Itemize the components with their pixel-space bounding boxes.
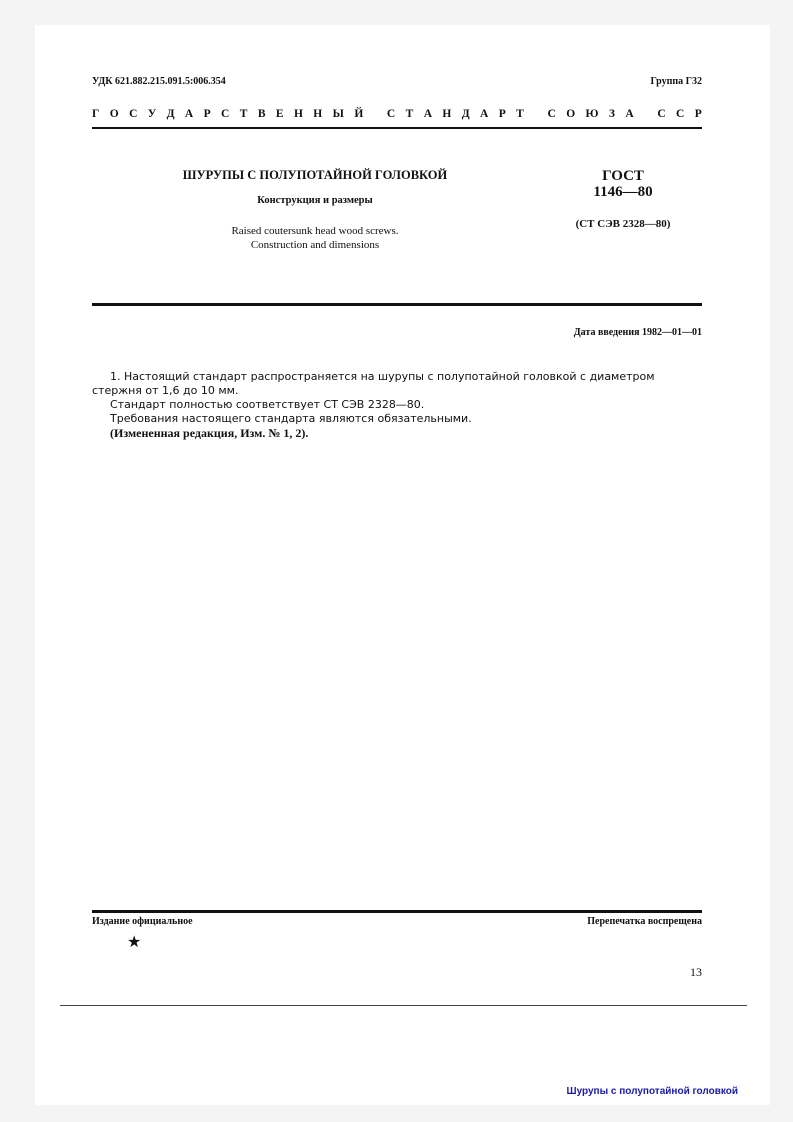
heading-letter: С <box>547 108 556 120</box>
heading-letter: Г <box>92 108 100 120</box>
heading-letter: В <box>257 108 266 120</box>
english-title <box>140 224 490 252</box>
heading-letter: С <box>221 108 230 120</box>
heading-letter: Р <box>694 108 702 120</box>
heading-letter: Ы <box>332 108 344 120</box>
heading-letter: А <box>423 108 432 120</box>
heading-letter: Е <box>275 108 284 120</box>
body-text <box>92 370 702 440</box>
paragraph-amendment: (Измененная редакция, Изм. № 1, 2). <box>110 426 309 440</box>
heading-letter: Т <box>405 108 414 120</box>
st-sev-designation: (СТ СЭВ 2328—80) <box>575 218 671 230</box>
page-bottom-rule <box>60 1005 747 1006</box>
paragraph-scope: 1. Настоящий стандарт распространяется на шурупы с полупотайной головкой с диаметром стержня от 1,6 до 10 мм. <box>92 370 655 397</box>
group-code: Группа Г32 <box>650 76 702 87</box>
state-standard-heading <box>92 108 702 120</box>
heading-letter: А <box>184 108 194 120</box>
gost-number: 1146—80 <box>593 184 653 200</box>
heading-letter: У <box>147 108 157 120</box>
heading-letter: Н <box>442 108 452 120</box>
document-subtitle: Конструкция и размеры <box>257 195 373 206</box>
heading-gap <box>534 108 537 120</box>
heading-letter: З <box>608 108 615 120</box>
official-edition-label: Издание официальное <box>92 916 193 927</box>
heading-letter: Т <box>516 108 524 120</box>
heading-letter: Н <box>293 108 303 120</box>
document-title: ШУРУПЫ С ПОЛУПОТАЙНОЙ ГОЛОВКОЙ <box>182 168 448 182</box>
page-number: 13 <box>690 965 702 979</box>
title-rule <box>92 303 702 306</box>
star-icon: ★ <box>127 932 142 951</box>
heading-gap <box>374 108 377 120</box>
heading-letter: Ю <box>585 108 599 120</box>
heading-letter: О <box>109 108 119 120</box>
heading-letter: Р <box>498 108 506 120</box>
heading-letter: Й <box>354 108 364 120</box>
english-title-line-1: Raised coutersunk head wood screws. <box>231 225 399 237</box>
paragraph-compliance: Стандарт полностью соответствует СТ СЭВ 2328—80. <box>110 398 425 411</box>
header-rule <box>92 127 702 129</box>
gost-label: ГОСТ <box>602 168 644 184</box>
heading-letter: С <box>657 108 666 120</box>
reprint-prohibited-label: Перепечатка воспрещена <box>587 916 702 927</box>
heading-letter: О <box>566 108 576 120</box>
english-title-line-2: Construction and dimensions <box>250 239 380 251</box>
paragraph-mandatory: Требования настоящего стандарта являются обязательными. <box>110 412 472 425</box>
footer-rule <box>92 910 702 913</box>
heading-letter: Н <box>313 108 323 120</box>
heading-letter: Д <box>461 108 470 120</box>
heading-letter: А <box>480 108 489 120</box>
heading-letter: С <box>386 108 396 120</box>
heading-letter: Р <box>203 108 211 120</box>
udk-code: УДК 621.882.215.091.5:006.354 <box>92 76 226 87</box>
heading-letter: А <box>625 108 634 120</box>
heading-letter: Д <box>166 108 175 120</box>
heading-gap <box>644 108 647 120</box>
heading-letter: С <box>129 108 138 120</box>
gost-designation <box>548 168 698 200</box>
introduction-date: Дата введения 1982—01—01 <box>573 327 702 338</box>
document-title-link[interactable]: Шурупы с полупотайной головкой <box>566 1086 738 1097</box>
heading-letter: Т <box>239 108 248 120</box>
heading-letter: С <box>676 108 685 120</box>
